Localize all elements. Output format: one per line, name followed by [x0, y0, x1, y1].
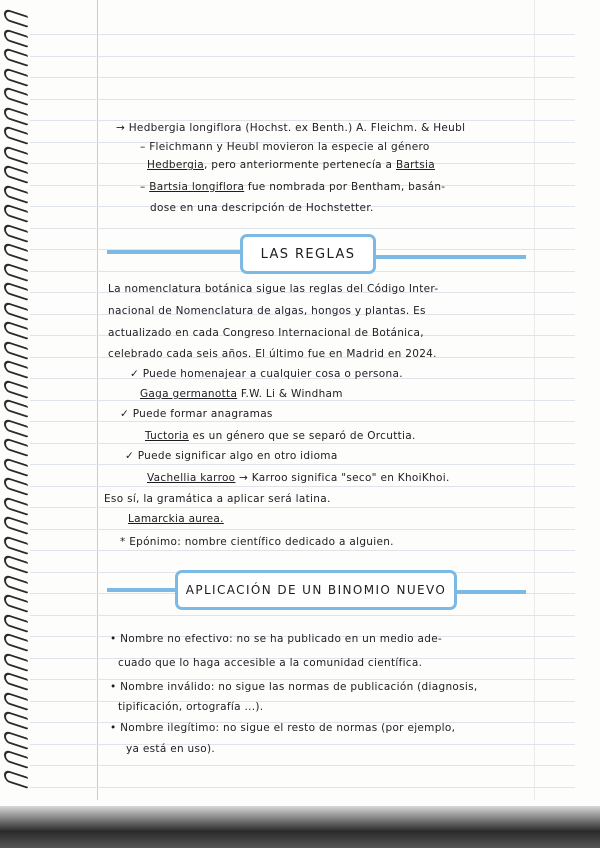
ruled-line — [30, 486, 575, 487]
bullet-item: • Nombre ilegítimo: no sigue el resto de normas (por ejemplo, — [110, 722, 456, 734]
ruled-line — [30, 56, 575, 57]
spiral-binding — [0, 0, 40, 790]
spiral-ring — [4, 554, 28, 574]
spiral-ring — [4, 125, 28, 145]
spiral-ring — [4, 437, 28, 457]
genus-name: Tuctoria — [145, 430, 189, 442]
spiral-ring — [4, 262, 28, 282]
bullet-continuation: ya está en uso). — [126, 743, 216, 755]
ruled-line — [30, 421, 575, 422]
paragraph-line: celebrado cada seis años. El último fue en Madrid en 2024. — [108, 348, 437, 360]
spiral-ring — [4, 398, 28, 418]
example-line — [147, 471, 450, 485]
spiral-ring — [4, 535, 28, 555]
species-name: Lamarckia aurea. — [128, 513, 224, 525]
note-text: fue nombrada por Bentham, basán- — [244, 181, 446, 193]
note-line — [150, 201, 374, 215]
bullet-continuation: tipificación, ortografía ...). — [118, 701, 264, 713]
spiral-ring — [4, 28, 28, 48]
spiral-ring — [4, 67, 28, 87]
ruled-line — [30, 744, 575, 745]
ruled-line — [30, 228, 575, 229]
title-underline-left — [107, 588, 177, 592]
spiral-ring — [4, 632, 28, 652]
spiral-ring — [4, 749, 28, 769]
paragraph-line: Eso sí, la gramática a aplicar será latina. — [104, 493, 331, 505]
ruled-line — [30, 701, 575, 702]
spiral-ring — [4, 340, 28, 360]
bullet-item: • Nombre no efectivo: no se ha publicado en un medio ade- — [110, 633, 443, 645]
section-title-box — [175, 570, 457, 610]
spiral-ring — [4, 359, 28, 379]
page-edge-shadow — [0, 806, 600, 848]
ruled-line — [30, 464, 575, 465]
spiral-ring — [4, 613, 28, 633]
spiral-ring — [4, 106, 28, 126]
bullet-item: • Nombre inválido: no sigue las normas de publicación (diagnosis, — [110, 681, 478, 693]
spiral-ring — [4, 8, 28, 28]
note-line — [147, 158, 435, 172]
taxon-name: → Hedbergia longiflora (Hochst. ex Benth.) A. Fleichm. & Heubl — [116, 122, 466, 134]
note-line — [140, 140, 430, 154]
ruled-line — [30, 507, 575, 508]
spiral-ring — [4, 710, 28, 730]
definition-line: * Epónimo: nombre científico dedicado a alguien. — [120, 536, 394, 548]
note-text: – Fleichmann y Heubl movieron la especie al género — [140, 141, 430, 153]
paragraph-line: La nomenclatura botánica sigue las reglas del Código Inter- — [108, 283, 439, 295]
species-name: Vachellia karroo — [147, 472, 236, 484]
section-title-box — [240, 234, 376, 274]
spiral-ring — [4, 281, 28, 301]
checklist-item: ✓ Puede homenajear a cualquier cosa o persona. — [130, 368, 403, 380]
dash: – — [140, 181, 150, 193]
example-text: → Karroo significa "seco" en KhoiKhoi. — [235, 472, 450, 484]
example-line — [145, 429, 416, 443]
species-name: Gaga germanotta — [140, 388, 238, 400]
spiral-ring — [4, 652, 28, 672]
spiral-ring — [4, 496, 28, 516]
spiral-ring — [4, 769, 28, 789]
section-title: APLICACIÓN DE UN BINOMIO NUEVO — [185, 583, 447, 597]
spiral-ring — [4, 203, 28, 223]
spiral-ring — [4, 730, 28, 750]
spiral-ring — [4, 47, 28, 67]
checklist-item: ✓ Puede significar algo en otro idioma — [125, 450, 338, 462]
section-title: LAS REGLAS — [260, 246, 356, 262]
spiral-ring — [4, 320, 28, 340]
paragraph-line: nacional de Nomenclatura de algas, hongos y plantas. Es — [108, 305, 426, 317]
genus-name: Bartsia — [395, 159, 435, 171]
spiral-ring — [4, 574, 28, 594]
species-name: Bartsia longiflora — [149, 181, 245, 193]
spiral-ring — [4, 86, 28, 106]
spiral-ring — [4, 476, 28, 496]
author-name: F.W. Li & Windham — [237, 388, 343, 400]
spiral-ring — [4, 164, 28, 184]
title-underline-right — [450, 590, 526, 594]
bullet-continuation: cuado que lo haga accesible a la comunidad científica. — [118, 657, 423, 669]
ruled-line — [30, 550, 575, 551]
taxon-line — [116, 121, 465, 135]
spiral-ring — [4, 671, 28, 691]
spiral-ring — [4, 223, 28, 243]
checklist-item: ✓ Puede formar anagramas — [120, 408, 273, 420]
spiral-ring — [4, 593, 28, 613]
note-text: , pero anteriormente pertenecía a — [204, 159, 396, 171]
title-underline-left — [107, 250, 242, 254]
spiral-ring — [4, 145, 28, 165]
title-underline-right — [371, 255, 526, 259]
ruled-line — [30, 765, 575, 766]
spiral-ring — [4, 457, 28, 477]
ruled-line — [30, 529, 575, 530]
spiral-ring — [4, 515, 28, 535]
note-line — [140, 180, 445, 194]
spiral-ring — [4, 242, 28, 262]
ruled-line — [30, 77, 575, 78]
ruled-line — [30, 99, 575, 100]
ruled-line — [30, 615, 575, 616]
note-text: dose en una descripción de Hochstetter. — [150, 202, 374, 214]
ruled-line — [30, 34, 575, 35]
spiral-ring — [4, 379, 28, 399]
paragraph-line: actualizado en cada Congreso Internacional de Botánica, — [108, 327, 424, 339]
genus-name: Hedbergia — [147, 159, 204, 171]
spiral-ring — [4, 418, 28, 438]
example-text: es un género que se separó de Orcuttia. — [188, 430, 416, 442]
spiral-ring — [4, 691, 28, 711]
ruled-line — [30, 787, 575, 788]
example-line — [140, 387, 343, 401]
spiral-ring — [4, 184, 28, 204]
spiral-ring — [4, 301, 28, 321]
